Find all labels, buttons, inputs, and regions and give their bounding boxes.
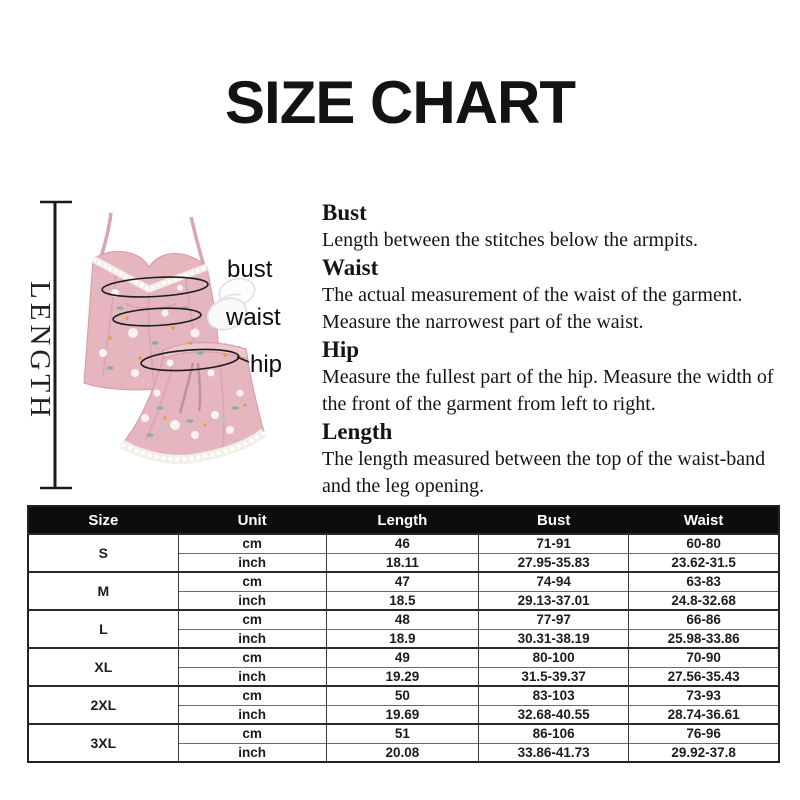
header-bust: Bust (479, 506, 629, 534)
value-cell: 48 (326, 610, 478, 629)
value-cell: 18.9 (326, 629, 478, 648)
definition-desc: Measure the fullest part of the hip. Measure the width of the front of the garment from left to right. (322, 366, 774, 415)
value-cell: 20.08 (326, 743, 478, 762)
value-cell: 18.11 (326, 553, 478, 572)
value-cell: 31.5-39.37 (479, 667, 629, 686)
measurement-definitions (322, 199, 784, 500)
value-cell: 18.5 (326, 591, 478, 610)
size-table-section (27, 505, 780, 763)
definition-hip (322, 336, 784, 418)
waist-label: waist (226, 304, 281, 331)
value-cell: 47 (326, 572, 478, 591)
table-row (28, 648, 779, 667)
header-size: Size (28, 506, 178, 534)
definition-term: Hip (322, 337, 360, 362)
size-table (27, 505, 780, 763)
table-row (28, 610, 779, 629)
value-cell: inch (178, 743, 326, 762)
value-cell: 33.86-41.73 (479, 743, 629, 762)
size-cell: XL (28, 648, 178, 686)
value-cell: 50 (326, 686, 478, 705)
value-cell: 70-90 (629, 648, 779, 667)
definition-term: Bust (322, 200, 367, 225)
value-cell: 19.29 (326, 667, 478, 686)
size-table-body (28, 534, 779, 762)
table-row (28, 724, 779, 743)
value-cell: 71-91 (479, 534, 629, 553)
page-title: SIZE CHART (225, 69, 575, 136)
value-cell: 23.62-31.5 (629, 553, 779, 572)
length-label: LENGTH (24, 281, 56, 421)
value-cell: 19.69 (326, 705, 478, 724)
value-cell: inch (178, 553, 326, 572)
value-cell: inch (178, 591, 326, 610)
bust-label: bust (227, 256, 273, 283)
value-cell: 27.56-35.43 (629, 667, 779, 686)
value-cell: cm (178, 648, 326, 667)
value-cell: 76-96 (629, 724, 779, 743)
value-cell: 27.95-35.83 (479, 553, 629, 572)
definition-desc: The actual measurement of the waist of the garment. Measure the narrowest part of the waist. (322, 284, 743, 333)
value-cell: 46 (326, 534, 478, 553)
value-cell: 83-103 (479, 686, 629, 705)
value-cell: 29.13-37.01 (479, 591, 629, 610)
value-cell: 86-106 (479, 724, 629, 743)
size-cell: S (28, 534, 178, 572)
definition-length (322, 418, 784, 500)
value-cell: 28.74-36.61 (629, 705, 779, 724)
value-cell: 80-100 (479, 648, 629, 667)
header-length: Length (326, 506, 478, 534)
value-cell: inch (178, 705, 326, 724)
size-cell: M (28, 572, 178, 610)
hip-label: hip (250, 351, 283, 378)
definition-bust (322, 199, 784, 254)
value-cell: 63-83 (629, 572, 779, 591)
value-cell: 32.68-40.55 (479, 705, 629, 724)
size-cell: 3XL (28, 724, 178, 762)
definition-desc: Length between the stitches below the armpits. (322, 229, 699, 251)
value-cell: inch (178, 667, 326, 686)
value-cell: 60-80 (629, 534, 779, 553)
value-cell: 73-93 (629, 686, 779, 705)
table-header-row (28, 506, 779, 534)
garment-diagram-svg (15, 193, 320, 495)
value-cell: 77-97 (479, 610, 629, 629)
value-cell: 25.98-33.86 (629, 629, 779, 648)
definition-desc: The length measured between the top of the waist-band and the leg opening. (322, 448, 766, 497)
value-cell: 49 (326, 648, 478, 667)
value-cell: inch (178, 629, 326, 648)
size-cell: L (28, 610, 178, 648)
value-cell: 74-94 (479, 572, 629, 591)
header-unit: Unit (178, 506, 326, 534)
value-cell: 24.8-32.68 (629, 591, 779, 610)
value-cell: cm (178, 572, 326, 591)
value-cell: 66-86 (629, 610, 779, 629)
value-cell: 51 (326, 724, 478, 743)
value-cell: cm (178, 686, 326, 705)
value-cell: 29.92-37.8 (629, 743, 779, 762)
table-row (28, 572, 779, 591)
value-cell: cm (178, 724, 326, 743)
table-row (28, 534, 779, 553)
value-cell: 30.31-38.19 (479, 629, 629, 648)
value-cell: cm (178, 610, 326, 629)
definition-waist (322, 254, 784, 336)
size-cell: 2XL (28, 686, 178, 724)
definition-term: Waist (322, 255, 379, 280)
garment-diagram (15, 193, 320, 495)
header-waist: Waist (629, 506, 779, 534)
definition-term: Length (322, 419, 393, 444)
table-row (28, 686, 779, 705)
value-cell: cm (178, 534, 326, 553)
